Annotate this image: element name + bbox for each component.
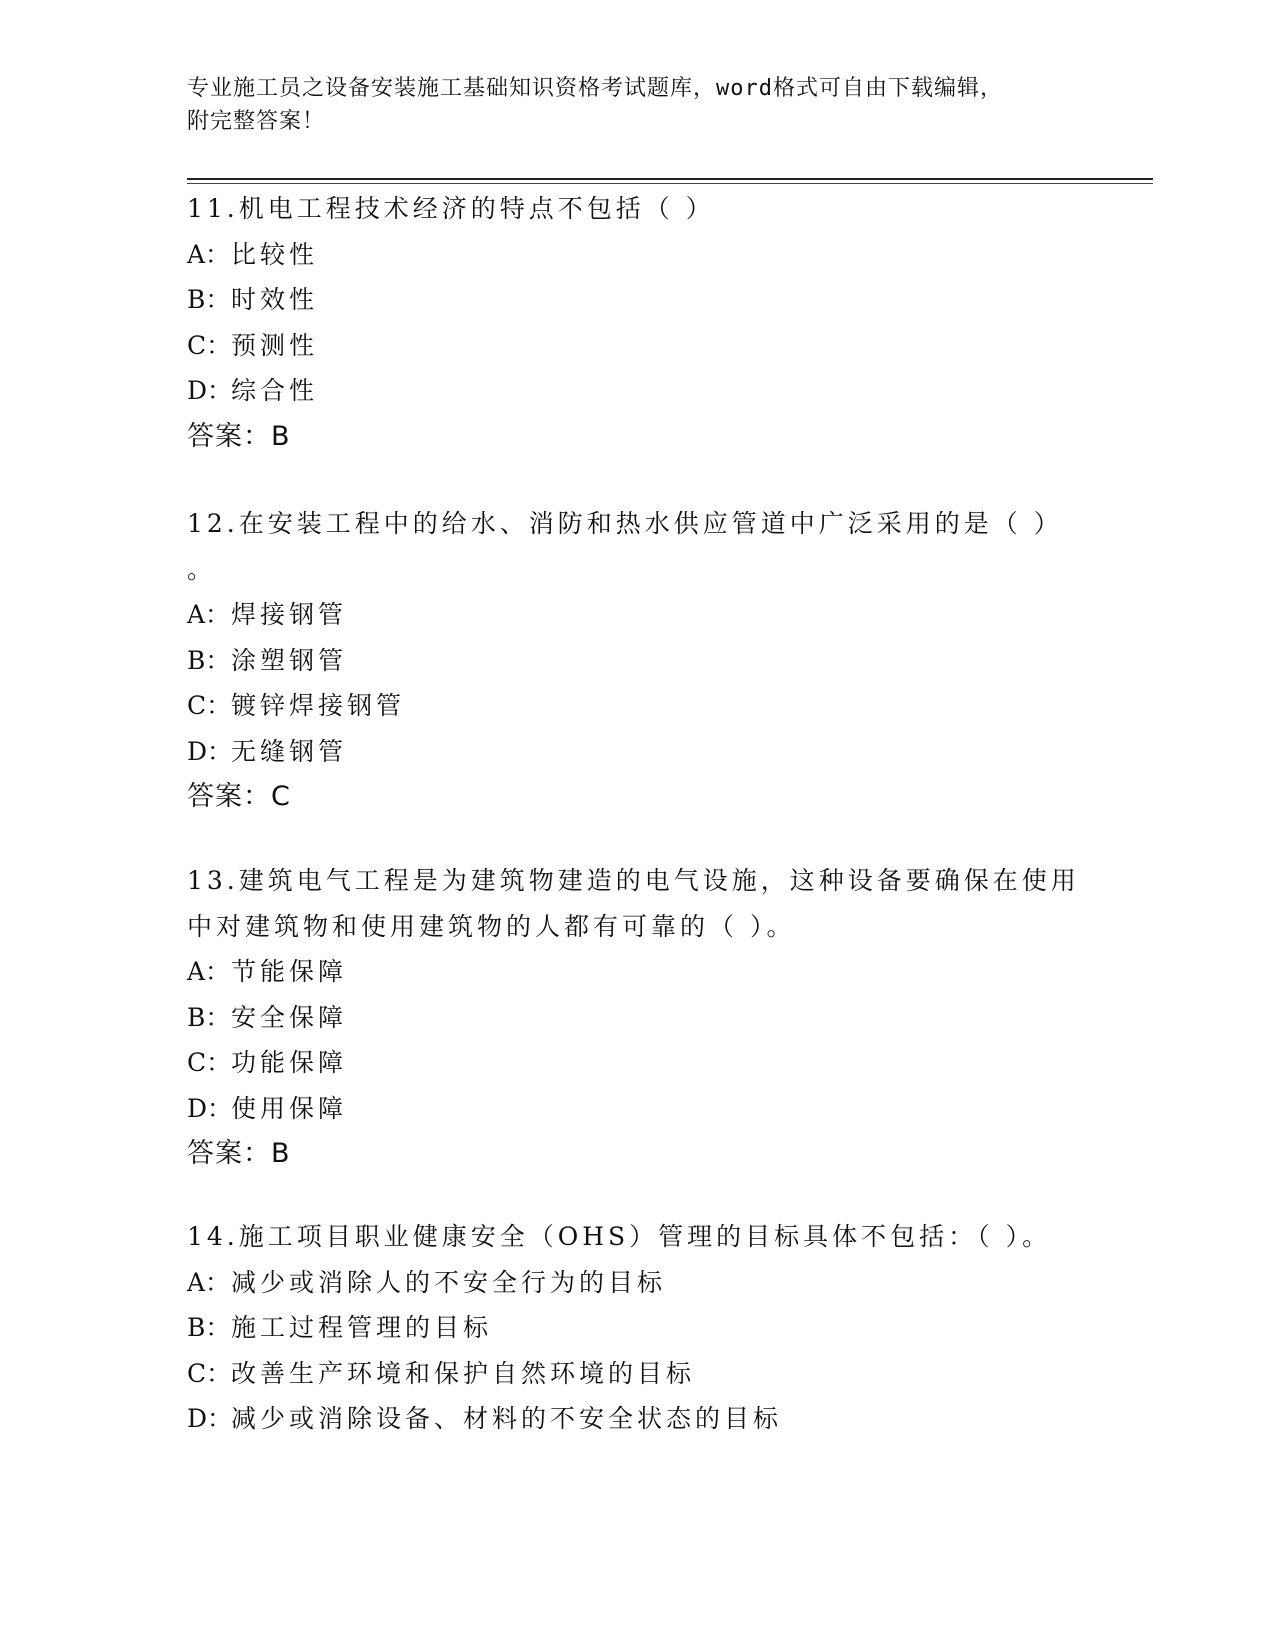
option-c (187, 1351, 1087, 1397)
option-text: 功能保障 (231, 1048, 348, 1077)
option-letter: A： (187, 957, 231, 986)
question-stem: 13.建筑电气工程是为建筑物建造的电气设施，这种设备要确保在使用 (187, 866, 1080, 895)
option-a (187, 232, 1087, 278)
option-c (187, 683, 1087, 729)
question-stem-continued: 。 (187, 554, 217, 584)
option-letter: C： (187, 330, 232, 360)
option-d (187, 1396, 1087, 1442)
option-text: 涂塑钢管 (231, 645, 348, 675)
option-text: 安全保障 (231, 1002, 348, 1032)
answer-line: 答案：C (187, 781, 291, 812)
option-letter: D： (187, 1404, 233, 1433)
option-a (187, 592, 1087, 638)
option-text: 改善生产环境和保护自然环境的目标 (231, 1358, 696, 1388)
question-13 (187, 858, 1087, 1177)
option-text: 施工过程管理的目标 (231, 1313, 493, 1342)
option-b (187, 277, 1087, 323)
option-text: 减少或消除设备、材料的不安全状态的目标 (231, 1404, 783, 1433)
option-letter: B： (187, 1002, 231, 1032)
option-text: 焊接钢管 (231, 600, 348, 629)
question-14 (187, 1214, 1087, 1442)
question-stem: 14.施工项目职业健康安全（OHS）管理的目标具体不包括：（ ）。 (187, 1222, 1052, 1251)
option-letter: D： (187, 1093, 233, 1123)
answer-line: 答案：B (187, 420, 291, 452)
option-text: 比较性 (231, 239, 319, 269)
option-b (187, 638, 1087, 684)
question-stem: 11.机电工程技术经济的特点不包括（ ） (187, 194, 715, 223)
option-letter: C： (187, 1048, 232, 1077)
answer-line: 答案：B (187, 1138, 291, 1169)
header-line-1: 专业施工员之设备安装施工基础知识资格考试题库，word格式可自由下载编辑， (187, 76, 1003, 101)
option-letter: A： (187, 600, 231, 629)
option-d (187, 1086, 1087, 1132)
question-stem: 12.在安装工程中的给水、消防和热水供应管道中广泛采用的是（ ） (187, 509, 1063, 538)
option-letter: A： (187, 1267, 231, 1297)
option-a (187, 949, 1087, 995)
question-12 (187, 501, 1087, 820)
option-c (187, 1040, 1087, 1086)
option-letter: D： (187, 736, 233, 766)
option-b (187, 995, 1087, 1041)
document-header (187, 72, 1087, 138)
option-text: 预测性 (231, 330, 319, 360)
question-11 (187, 186, 1087, 459)
option-a (187, 1260, 1087, 1306)
option-b (187, 1305, 1087, 1351)
option-letter: A： (187, 239, 231, 269)
header-divider-thin (187, 183, 1153, 184)
option-text: 综合性 (231, 376, 319, 405)
option-text: 镀锌焊接钢管 (231, 691, 406, 720)
option-text: 节能保障 (231, 957, 348, 986)
option-text: 无缝钢管 (231, 736, 348, 766)
option-letter: B： (187, 645, 231, 675)
option-letter: B： (187, 1313, 231, 1342)
option-d (187, 368, 1087, 414)
option-c (187, 323, 1087, 369)
option-d (187, 729, 1087, 775)
option-text: 时效性 (231, 285, 319, 314)
question-stem-continued: 中对建筑物和使用建筑物的人都有可靠的（ ）。 (187, 911, 796, 941)
header-line-2: 附完整答案！ (187, 109, 326, 134)
option-letter: C： (187, 1358, 232, 1388)
option-letter: C： (187, 691, 232, 720)
header-divider-thick (187, 178, 1153, 180)
option-letter: D： (187, 376, 233, 405)
option-text: 减少或消除人的不安全行为的目标 (231, 1267, 667, 1297)
option-letter: B： (187, 285, 231, 314)
option-text: 使用保障 (231, 1093, 348, 1123)
